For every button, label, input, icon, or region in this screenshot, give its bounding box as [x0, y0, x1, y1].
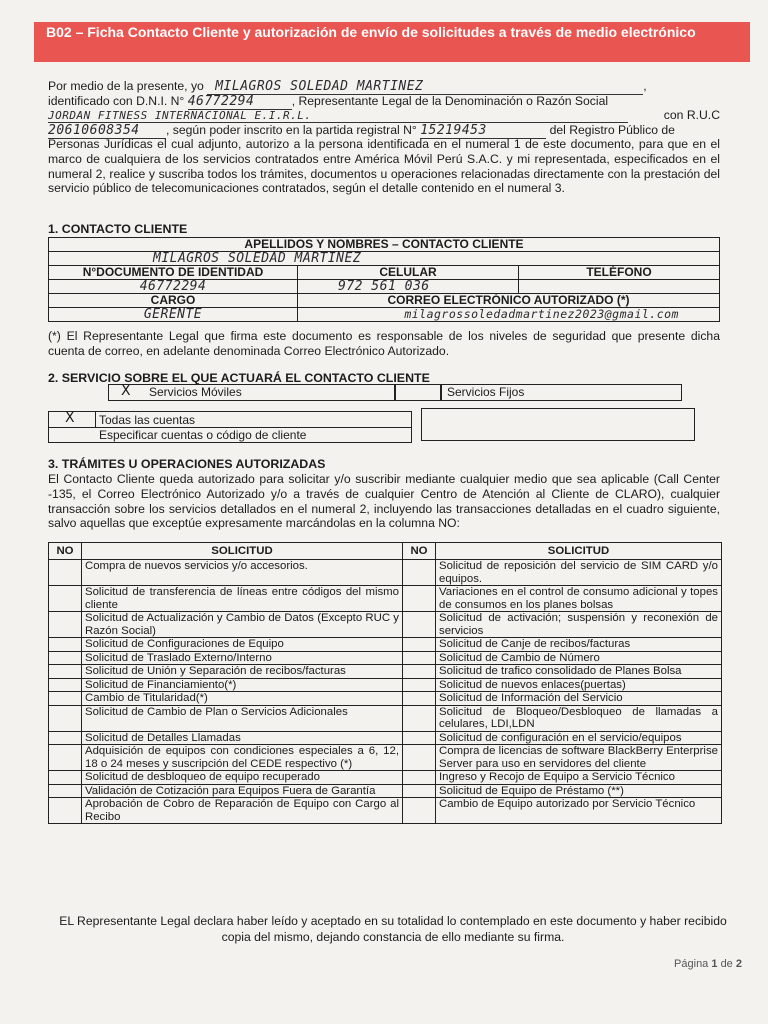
- request-row: [49, 784, 722, 798]
- request-right: Solicitud de Cambio de Número: [436, 651, 722, 665]
- intro-suffix: , Representante Legal de la Denominación o Razón Social: [291, 94, 609, 108]
- accounts-divider: [95, 412, 96, 427]
- tel-value: [519, 280, 720, 294]
- request-row: [49, 731, 722, 745]
- request-right: Solicitud de trafico consolidado de Planes Bolsa: [436, 665, 722, 679]
- request-left: Aprobación de Cobro de Reparación de Equipo con Cargo al Recibo: [82, 798, 403, 824]
- request-right: Compra de licencias de software BlackBerry Enterprise Server para uso en servidores del cliente: [436, 745, 722, 771]
- request-left: Adquisición de equipos con condiciones especiales a 6, 12, 18 o 24 meses y suscripción del CEDE respectivo (*): [82, 745, 403, 771]
- no-checkbox-left[interactable]: [49, 784, 82, 798]
- cargo-header: CARGO: [49, 294, 298, 308]
- request-right: Solicitud de Canje de recibos/facturas: [436, 638, 722, 652]
- no-checkbox-left[interactable]: [49, 771, 82, 785]
- company-name: JORDAN FITNESS INTERNACIONAL E.I.R.L.: [48, 109, 628, 123]
- request-left: Compra de nuevos servicios y/o accesorios.: [82, 560, 403, 586]
- page-number: [674, 958, 742, 970]
- no-checkbox-left[interactable]: [49, 638, 82, 652]
- cargo-value: GERENTE: [49, 308, 298, 322]
- cel-value: 972 561 036: [298, 280, 519, 294]
- request-row: [49, 560, 722, 586]
- no-header-left: NO: [49, 543, 82, 560]
- request-left: Validación de Cotización para Equipos Fuera de Garantía: [82, 784, 403, 798]
- no-checkbox-left[interactable]: [49, 798, 82, 824]
- no-checkbox-right[interactable]: [403, 638, 436, 652]
- request-right: Ingreso y Recojo de Equipo a Servicio Técnico: [436, 771, 722, 785]
- request-left: Solicitud de Unión y Separación de recibos/facturas: [82, 665, 403, 679]
- request-row: [49, 705, 722, 731]
- request-left: Solicitud de Detalles Llamadas: [82, 731, 403, 745]
- moviles-option[interactable]: [108, 384, 396, 401]
- partida-number: 15219453: [420, 123, 546, 139]
- request-row: [49, 612, 722, 638]
- partida-label: , según poder inscrito en la partida registral N°: [166, 123, 417, 137]
- doc-value: 46772294: [49, 280, 298, 294]
- intro-line-3: [48, 108, 720, 123]
- no-checkbox-right[interactable]: [403, 560, 436, 586]
- request-left: Solicitud de transferencia de líneas entre códigos del mismo cliente: [82, 586, 403, 612]
- request-left: Solicitud de Financiamiento(*): [82, 678, 403, 692]
- todas-label: Todas las cuentas: [99, 413, 196, 427]
- no-checkbox-right[interactable]: [403, 586, 436, 612]
- especificar-label: Especificar cuentas o código de cliente: [99, 428, 307, 442]
- page-current: 1: [711, 958, 718, 970]
- no-checkbox-left[interactable]: [49, 586, 82, 612]
- request-row: [49, 745, 722, 771]
- moviles-check-mark: X: [121, 383, 131, 399]
- footer-declaration: EL Representante Legal declara haber leído y aceptado en su totalidad lo contemplado en este documento y haber recibido copia del mismo, dejando constancia de ello mediante su firma.: [59, 914, 727, 944]
- section-3-body: El Contacto Cliente queda autorizado para solicitar y/o suscribir mediante cualquier medio que sea aplicable (Call Center -135, el Correo Electrónico Autorizado y/o a través de cualquier Centro de Atención al Cliente de CLARO), cualquier transacción sobre los servicios detallados en el numeral 2, incluyendo las transacciones detalladas en el cuadro siguiente, salvo aquellas que exceptúe expresamente marcándolas en la columna NO:: [48, 472, 720, 531]
- no-checkbox-right[interactable]: [403, 798, 436, 824]
- request-left: Solicitud de desbloqueo de equipo recuperado: [82, 771, 403, 785]
- names-header: APELLIDOS Y NOMBRES – CONTACTO CLIENTE: [49, 238, 720, 252]
- section-1-title: 1. CONTACTO CLIENTE: [48, 222, 188, 236]
- request-right: Solicitud de Equipo de Préstamo (**): [436, 784, 722, 798]
- intro-body: Personas Jurídicas el cual adjunto, autorizo a la persona identificada en el numeral 1 de este documento, para que en el marco de cualquiera de los servicios contratados entre América Móvil Perú S.A.C. y mi representada, especificados en el numeral 2, realice y suscriba todos los trámites, documentos u operaciones relacionadas directamente con la prestación del servicio público de telecomunicaciones contratados, según el detalle contenido en el numeral 3.: [48, 137, 720, 196]
- page-sep: de: [720, 958, 733, 970]
- request-right: Variaciones en el control de consumo adicional y topes de consumos en los planes bolsas: [436, 586, 722, 612]
- company-ruc: 20610608354: [48, 123, 166, 139]
- request-row: [49, 651, 722, 665]
- request-right: Solicitud de Bloqueo/Desbloqueo de llamadas a celulares, LDI,LDN: [436, 705, 722, 731]
- no-checkbox-left[interactable]: [49, 705, 82, 731]
- moviles-spacer-cell: [394, 384, 442, 401]
- no-checkbox-right[interactable]: [403, 678, 436, 692]
- request-row: [49, 678, 722, 692]
- request-row: [49, 586, 722, 612]
- request-row: [49, 692, 722, 706]
- legal-rep-name: MILAGROS SOLEDAD MARTINEZ: [207, 79, 643, 95]
- no-checkbox-right[interactable]: [403, 771, 436, 785]
- legal-rep-dni: 46772294: [188, 94, 292, 110]
- request-right: Solicitud de activación; suspensión y reconexión de servicios: [436, 612, 722, 638]
- no-checkbox-right[interactable]: [403, 665, 436, 679]
- dni-label: identificado con D.N.I. N°: [48, 94, 185, 108]
- no-checkbox-left[interactable]: [49, 678, 82, 692]
- section-2-title: 2. SERVICIO SOBRE EL QUE ACTUARÁ EL CONTACTO CLIENTE: [48, 371, 430, 385]
- tel-header: TELÉFONO: [519, 266, 720, 280]
- request-right: Solicitud de nuevos enlaces(puertas): [436, 678, 722, 692]
- solicitud-header-left: SOLICITUD: [82, 543, 403, 560]
- document-title-banner: [34, 22, 750, 62]
- request-left: Cambio de Titularidad(*): [82, 692, 403, 706]
- no-checkbox-right[interactable]: [403, 612, 436, 638]
- no-header-right: NO: [403, 543, 436, 560]
- requests-table: [48, 542, 722, 824]
- doc-header: N°DOCUMENTO DE IDENTIDAD: [49, 266, 298, 280]
- page-label: Página: [674, 958, 709, 970]
- no-checkbox-right[interactable]: [403, 745, 436, 771]
- cel-header: CELULAR: [298, 266, 519, 280]
- no-checkbox-left[interactable]: [49, 731, 82, 745]
- request-row: [49, 665, 722, 679]
- request-left: Solicitud de Actualización y Cambio de Datos (Excepto RUC y Razón Social): [82, 612, 403, 638]
- request-right: Solicitud de configuración en el servicio/equipos: [436, 731, 722, 745]
- email-note: (*) El Representante Legal que firma este documento es responsable de los niveles de seguridad que presente dicha cuenta de correo, en adelante denominada Correo Electrónico Autorizado.: [48, 329, 720, 358]
- ruc-label: con R.U.C: [663, 108, 720, 122]
- request-left: Solicitud de Cambio de Plan o Servicios Adicionales: [82, 705, 403, 731]
- email-value: milagrossoledadmartinez2023@gmail.com: [298, 308, 720, 322]
- document-title: B02 – Ficha Contacto Cliente y autorización de envío de solicitudes a través de medio electrónico: [46, 24, 696, 40]
- solicitud-header-right: SOLICITUD: [436, 543, 722, 560]
- moviles-label: Servicios Móviles: [149, 385, 242, 399]
- no-checkbox-left[interactable]: [49, 612, 82, 638]
- page-total: 2: [735, 958, 742, 970]
- email-header: CORREO ELECTRÓNICO AUTORIZADO (*): [298, 294, 720, 308]
- no-checkbox-right[interactable]: [403, 705, 436, 731]
- no-checkbox-right[interactable]: [403, 692, 436, 706]
- request-left: Solicitud de Configuraciones de Equipo: [82, 638, 403, 652]
- accounts-box: [48, 411, 412, 443]
- fijos-label: Servicios Fijos: [447, 385, 525, 399]
- section-3-title: 3. TRÁMITES U OPERACIONES AUTORIZADAS: [48, 457, 326, 471]
- request-row: [49, 771, 722, 785]
- account-codes-field[interactable]: [421, 408, 695, 441]
- request-right: Solicitud de reposición del servicio de SIM CARD y/o equipos.: [436, 560, 722, 586]
- todas-check-mark[interactable]: X: [65, 410, 75, 426]
- no-checkbox-right[interactable]: [403, 731, 436, 745]
- no-checkbox-right[interactable]: [403, 651, 436, 665]
- request-right: Cambio de Equipo autorizado por Servicio Técnico: [436, 798, 722, 824]
- no-checkbox-left[interactable]: [49, 745, 82, 771]
- intro-line-1: Por medio de la presente, yo MILAGROS SOLEDAD MARTINEZ ,: [48, 79, 647, 94]
- request-left: Solicitud de Traslado Externo/Interno: [82, 651, 403, 665]
- request-right: Solicitud de Información del Servicio: [436, 692, 722, 706]
- registro-label: del Registro Público de: [549, 123, 675, 137]
- no-checkbox-left[interactable]: [49, 651, 82, 665]
- no-checkbox-left[interactable]: [49, 665, 82, 679]
- no-checkbox-right[interactable]: [403, 784, 436, 798]
- intro-prefix: Por medio de la presente, yo: [48, 79, 204, 93]
- request-row: [49, 638, 722, 652]
- request-row: [49, 798, 722, 824]
- fijos-option[interactable]: [440, 384, 682, 401]
- contact-table: [48, 237, 720, 322]
- names-value: MILAGROS SOLEDAD MARTINEZ: [49, 252, 720, 266]
- no-checkbox-left[interactable]: [49, 560, 82, 586]
- no-checkbox-left[interactable]: [49, 692, 82, 706]
